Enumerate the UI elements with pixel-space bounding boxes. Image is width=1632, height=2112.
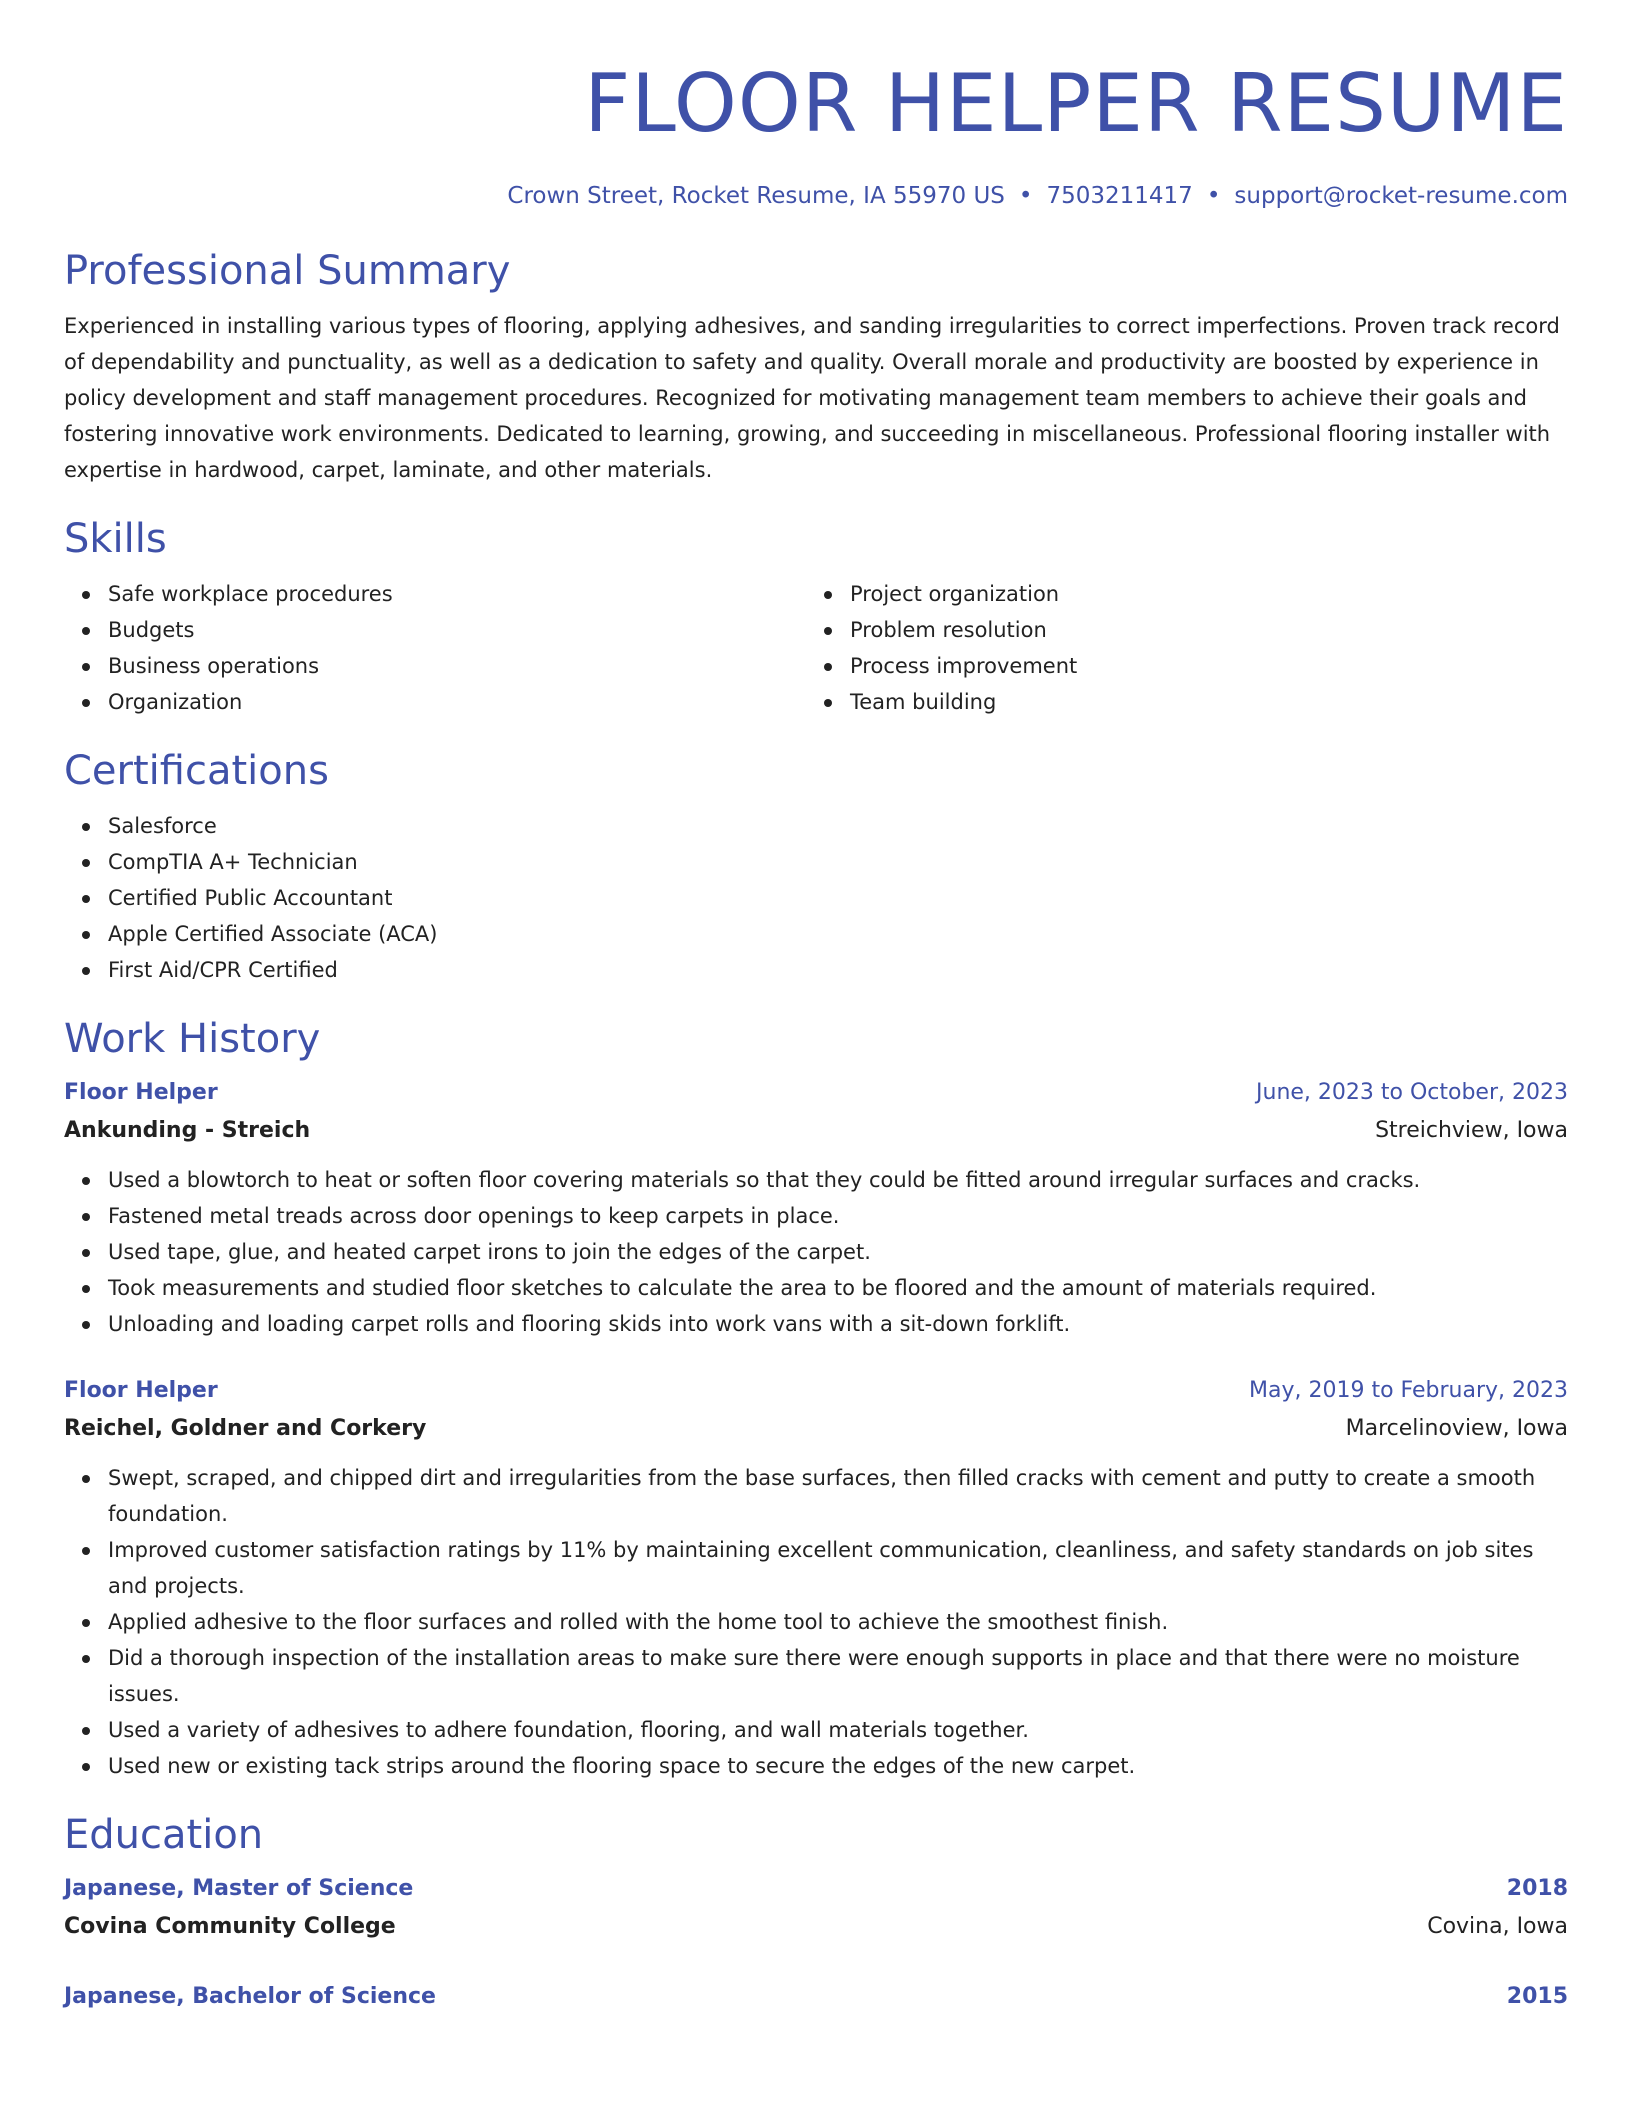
skills-list-right	[806, 576, 1548, 720]
job-bullets	[64, 1162, 1568, 1342]
skills-grid	[64, 576, 1568, 720]
job-entry	[64, 1372, 1568, 1784]
job-company: Reichel, Goldner and Corkery	[64, 1416, 427, 1441]
work-history-heading: Work History	[64, 1016, 321, 1062]
job-bullet: Applied adhesive to the floor surfaces and rolled with the home tool to achieve the smoothest finish.	[108, 1604, 1568, 1640]
certification-item: First Aid/CPR Certified	[108, 952, 1568, 988]
job-company: Ankunding - Streich	[64, 1118, 311, 1143]
job-bullet: Used tape, glue, and heated carpet irons to join the edges of the carpet.	[108, 1234, 1568, 1270]
job-bullets	[64, 1460, 1568, 1784]
job-header-row	[64, 1074, 1568, 1112]
job-company-row	[64, 1410, 1568, 1448]
summary-text: Experienced in installing various types of flooring, applying adhesives, and sanding irregularities to correct imperfections. Proven track record of dependability and punctuality, as well as a dedication to safety and quality. Overall morale and productivity are boosted by experience in policy development and staff management procedures. Recognized for motivating management team members to achieve their goals and fostering innovative work environments. Dedicated to learning, growing, and succeeding in miscellaneous. Professional flooring installer with expertise in hardwood, carpet, laminate, and other materials.	[64, 314, 1560, 482]
certification-item: CompTIA A+ Technician	[108, 844, 1568, 880]
education-heading: Education	[64, 1812, 264, 1858]
certification-item: Apple Certified Associate (ACA)	[108, 916, 1568, 952]
skill-item: Process improvement	[850, 648, 1548, 684]
contact-line	[64, 180, 1568, 212]
job-bullet: Did a thorough inspection of the installation areas to make sure there were enough supports in place and that there were no moisture issues.	[108, 1640, 1568, 1712]
skill-item: Project organization	[850, 576, 1548, 612]
education-year: 2018	[1506, 1876, 1568, 1901]
job-location: Streichview, Iowa	[1375, 1118, 1568, 1143]
certifications-section	[64, 746, 1568, 988]
education-degree: Japanese, Master of Science	[64, 1876, 414, 1901]
job-bullet: Swept, scraped, and chipped dirt and irregularities from the base surfaces, then filled cracks with cement and putty to create a smooth foundation.	[108, 1460, 1568, 1532]
job-dates: May, 2019 to February, 2023	[1249, 1378, 1568, 1403]
job-bullet: Fastened metal treads across door openings to keep carpets in place.	[108, 1198, 1568, 1234]
job-bullet: Used a blowtorch to heat or soften floor covering materials so that they could be fitted around irregular surfaces and cracks.	[108, 1162, 1568, 1198]
skills-list-left	[64, 576, 806, 720]
education-location: Covina, Iowa	[1427, 1914, 1568, 1939]
address: Crown Street, Rocket Resume, IA 55970 US	[507, 183, 1005, 209]
job-dates: June, 2023 to October, 2023	[1256, 1080, 1568, 1105]
skills-column-right	[806, 576, 1548, 720]
skill-item: Budgets	[108, 612, 806, 648]
certifications-heading: Certifications	[64, 748, 329, 794]
education-school-row	[64, 1908, 1568, 1946]
certification-item: Salesforce	[108, 808, 1568, 844]
email-link[interactable]: support@rocket-resume.com	[1234, 183, 1568, 209]
job-location: Marcelinoview, Iowa	[1345, 1416, 1568, 1441]
education-header-row	[64, 1978, 1568, 2016]
summary-heading: Professional Summary	[64, 248, 511, 294]
job-entry	[64, 1074, 1568, 1342]
skill-item: Organization	[108, 684, 806, 720]
job-bullet: Used new or existing tack strips around the flooring space to secure the edges of the new carpet.	[108, 1748, 1568, 1784]
skills-heading: Skills	[64, 516, 167, 562]
skill-item: Problem resolution	[850, 612, 1548, 648]
work-history-section	[64, 1014, 1568, 1784]
job-title: Floor Helper	[64, 1080, 218, 1105]
skill-item: Safe workplace procedures	[108, 576, 806, 612]
page-title: FLOOR HELPER RESUME	[584, 57, 1568, 150]
contact-separator: •	[1018, 183, 1033, 209]
skill-item: Team building	[850, 684, 1548, 720]
job-bullet: Took measurements and studied floor sketches to calculate the area to be floored and the amount of materials required.	[108, 1270, 1568, 1306]
skill-item: Business operations	[108, 648, 806, 684]
job-title: Floor Helper	[64, 1378, 218, 1403]
education-entry	[64, 1978, 1568, 2016]
job-bullet: Improved customer satisfaction ratings by 11% by maintaining excellent communication, cleanliness, and safety standards on job sites and projects.	[108, 1532, 1568, 1604]
education-school: Covina Community College	[64, 1914, 396, 1939]
education-section	[64, 1810, 1568, 2016]
job-bullet: Unloading and loading carpet rolls and flooring skids into work vans with a sit-down forklift.	[108, 1306, 1568, 1342]
education-year: 2015	[1506, 1984, 1568, 2009]
job-bullet: Used a variety of adhesives to adhere foundation, flooring, and wall materials together.	[108, 1712, 1568, 1748]
summary-section	[64, 246, 1568, 488]
education-header-row	[64, 1870, 1568, 1908]
education-degree: Japanese, Bachelor of Science	[64, 1984, 436, 2009]
skills-section	[64, 514, 1568, 720]
phone: 7503211417	[1046, 183, 1193, 209]
contact-separator: •	[1206, 183, 1221, 209]
job-header-row	[64, 1372, 1568, 1410]
resume-page	[64, 0, 1568, 2016]
job-company-row	[64, 1112, 1568, 1150]
education-entry	[64, 1870, 1568, 1946]
certifications-list	[64, 808, 1568, 988]
skills-column-left	[64, 576, 806, 720]
certification-item: Certified Public Accountant	[108, 880, 1568, 916]
